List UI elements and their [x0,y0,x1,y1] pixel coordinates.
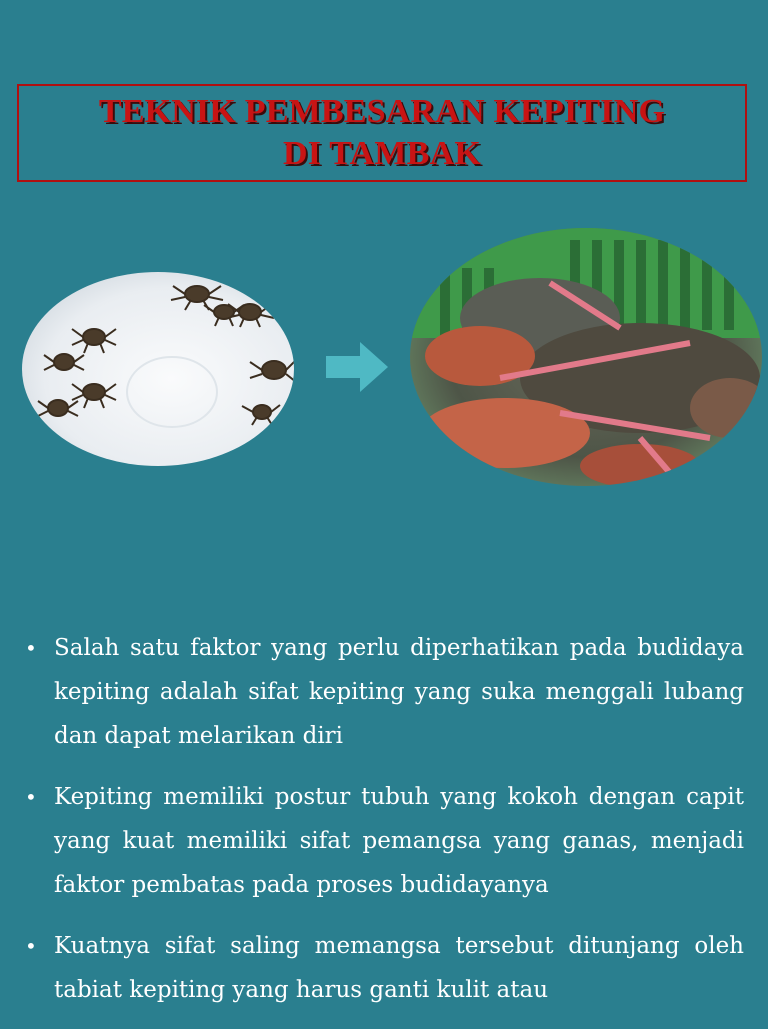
right-arrow-icon [326,340,390,398]
bullet-item-2 [22,775,744,907]
title-line-1: TEKNIK PEMBESARAN KEPITING [98,93,666,130]
bullet-text: Kuatnya sifat saling memangsa tersebut ditunjang oleh tabiat kepiting yang harus ganti kulit atau [54,933,744,1003]
large-crabs-photo [410,228,762,486]
bullet-dot: • [25,934,37,958]
bullet-list [22,626,744,1029]
bullet-item-1 [22,626,744,758]
small-crabs-photo [22,272,294,466]
bullet-text: Salah satu faktor yang perlu diperhatikan pada budidaya kepiting adalah sifat kepiting yang suka menggali lubang dan dapat melarikan diri [54,635,744,749]
title-box [17,84,747,182]
bullet-text: Kepiting memiliki postur tubuh yang kokoh dengan capit yang kuat memiliki sifat pemangsa yang ganas, menjadi faktor pembatas pada proses budidayanya [54,784,744,898]
bullet-dot: • [25,785,37,809]
title-line-2: DI TAMBAK [283,135,481,172]
crab-photo-icon [22,272,294,466]
crab-photo-icon [410,228,762,486]
bullet-item-3 [22,924,744,1012]
bullet-dot: • [25,636,37,660]
